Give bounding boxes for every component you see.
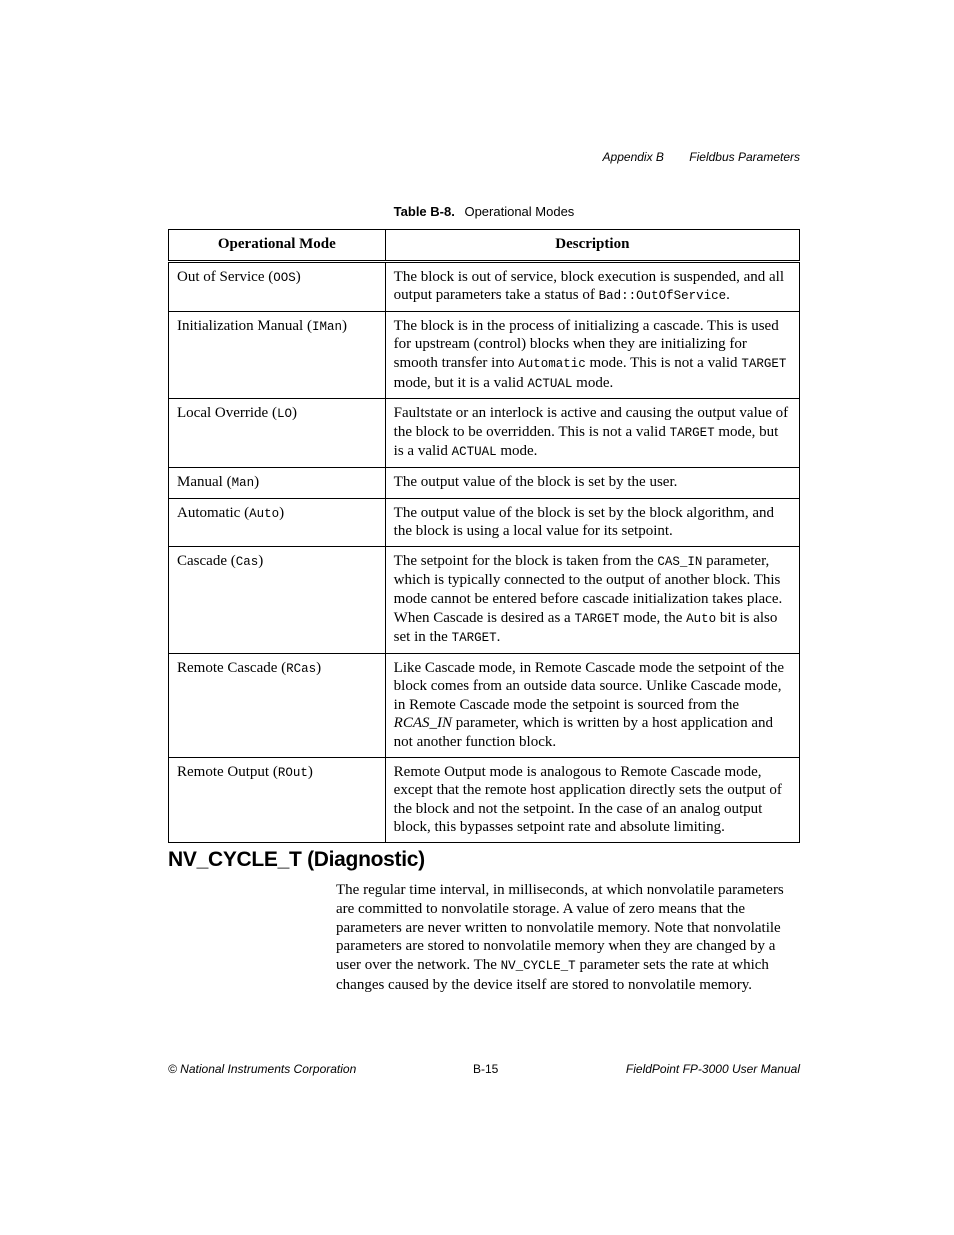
- description-cell: [385, 311, 799, 398]
- table-row: [169, 498, 800, 546]
- text-run: parameter, which is typically connected to the output of another block. This mode cannot be entered before cascade initialization takes place. When Cascade is desired as a: [393, 552, 783, 626]
- text-run: mode, but it is a valid: [393, 374, 528, 391]
- text-run: ): [307, 763, 313, 780]
- code-term: Auto: [686, 611, 717, 626]
- description-cell: [385, 467, 799, 498]
- text-run: The output value of the block is set by the block algorithm, and the block is using a local value for its setpoint.: [393, 504, 775, 540]
- footer-manual-title: FieldPoint FP-3000 User Manual: [625, 1062, 800, 1076]
- text-run: The block is out of service, block execution is suspended, and all output parameters take a status of: [393, 268, 784, 304]
- code-term: RCas: [286, 661, 317, 676]
- mode-cell: [169, 498, 386, 546]
- table-row: [169, 546, 800, 653]
- text-run: ): [258, 552, 264, 569]
- text-run: ): [254, 473, 260, 490]
- text-run: bit is also set in the: [393, 609, 778, 646]
- code-term: Auto: [249, 506, 280, 521]
- mode-cell: [169, 261, 386, 311]
- table-row: [169, 757, 800, 842]
- code-term: ACTUAL: [451, 445, 497, 460]
- text-run: mode.: [496, 443, 538, 460]
- mode-cell: [169, 399, 386, 468]
- code-term: Bad::OutOfService: [598, 289, 727, 304]
- text-run: ): [316, 659, 322, 676]
- text-run: ): [295, 268, 301, 285]
- code-term: IMan: [311, 319, 342, 334]
- code-term: CAS_IN: [657, 554, 703, 569]
- header-appendix: Appendix B: [602, 150, 664, 164]
- italic-term: RCAS_IN: [393, 715, 453, 732]
- text-run: Local Override (: [177, 405, 277, 422]
- text-run: mode, the: [619, 609, 687, 626]
- text-run: mode. This is not a valid: [585, 354, 742, 371]
- mode-cell: [169, 311, 386, 398]
- text-run: Manual (: [177, 473, 232, 490]
- footer-copyright: © National Instruments Corporation: [168, 1062, 357, 1076]
- mode-cell: [169, 467, 386, 498]
- section-body: [336, 881, 799, 995]
- text-run: The output value of the block is set by the user.: [393, 473, 678, 490]
- text-run: Remote Cascade (: [177, 659, 287, 676]
- header-section: Fieldbus Parameters: [689, 150, 800, 164]
- description-cell: [385, 498, 799, 546]
- code-term: TARGET: [669, 425, 715, 440]
- text-run: Remote Output mode is analogous to Remote Cascade mode, except that the remote host application directly sets the output of the block and not the setpoint. In the case of an analog output block, this bypasses setpoint rate and absolute limiting.: [393, 763, 782, 836]
- column-header-description: Description: [385, 230, 799, 262]
- text-run: Remote Output (: [177, 763, 278, 780]
- code-term: ROut: [277, 765, 308, 780]
- text-run: Out of Service (: [177, 268, 274, 285]
- table-caption-number: Table B-8.: [393, 204, 455, 219]
- table-body: [169, 261, 800, 842]
- text-run: mode, but is a valid: [393, 423, 779, 460]
- text-run: The regular time interval, in milliseconds, at which nonvolatile parameters are committed to nonvolatile storage. A value of zero means that the parameters are never written to nonvolatile memory. Note that nonvolatile parameters are stored to nonvolatile memory when they are changed by a user over the network. The: [336, 882, 784, 974]
- text-run: mode.: [572, 374, 614, 391]
- description-cell: [385, 653, 799, 757]
- description-cell: [385, 399, 799, 468]
- text-run: .: [726, 287, 730, 304]
- table-row: [169, 467, 800, 498]
- code-term: Automatic: [518, 356, 586, 371]
- text-run: .: [496, 629, 501, 646]
- table-row: [169, 653, 800, 757]
- text-run: parameter sets the rate at which changes caused by the device itself are stored to nonvolatile memory.: [336, 957, 769, 993]
- text-run: Faultstate or an interlock is active and causing the output value of the block to be overridden. This is not a valid: [393, 405, 789, 440]
- section-heading: NV_CYCLE_T (Diagnostic): [168, 848, 425, 871]
- text-run: The block is in the process of initializing a cascade. This is used for upstream (control) blocks when they are initializing for smooth transfer into: [393, 317, 779, 371]
- code-term: LO: [276, 407, 292, 422]
- mode-cell: [169, 653, 386, 757]
- table-row: [169, 399, 800, 468]
- code-term: TARGET: [451, 631, 497, 646]
- operational-modes-table: [168, 229, 800, 843]
- table-header-row: [169, 230, 800, 262]
- code-term: ACTUAL: [527, 376, 573, 391]
- running-header: [603, 150, 800, 164]
- table-row: [169, 311, 800, 398]
- code-term: TARGET: [741, 356, 787, 371]
- text-run: Automatic (: [177, 504, 250, 521]
- text-run: Initialization Manual (: [177, 317, 312, 334]
- text-run: Like Cascade mode, in Remote Cascade mode the setpoint of the block comes from an outside data source. Unlike Cascade mode, in Remote Cascade mode the setpoint is sourced from the: [393, 659, 784, 713]
- text-run: ): [341, 317, 347, 334]
- text-run: Cascade (: [177, 552, 236, 569]
- mode-cell: [169, 757, 386, 842]
- code-term: NV_CYCLE_T: [500, 959, 576, 974]
- table-caption-title: Operational Modes: [464, 204, 575, 219]
- code-term: TARGET: [574, 611, 620, 626]
- text-run: The setpoint for the block is taken from the: [393, 552, 658, 569]
- description-cell: [385, 261, 799, 311]
- code-term: Cas: [235, 554, 259, 569]
- description-cell: [385, 757, 799, 842]
- mode-cell: [169, 546, 386, 653]
- text-run: ): [279, 504, 285, 521]
- table-caption: [168, 204, 800, 219]
- footer-page-number: B-15: [473, 1062, 499, 1076]
- text-run: parameter, which is written by a host application and not another function block.: [393, 715, 773, 751]
- code-term: OOS: [273, 270, 296, 285]
- description-cell: [385, 546, 799, 653]
- text-run: ): [291, 405, 297, 422]
- column-header-mode: Operational Mode: [169, 230, 386, 262]
- table-row: [169, 261, 800, 311]
- code-term: Man: [231, 475, 255, 490]
